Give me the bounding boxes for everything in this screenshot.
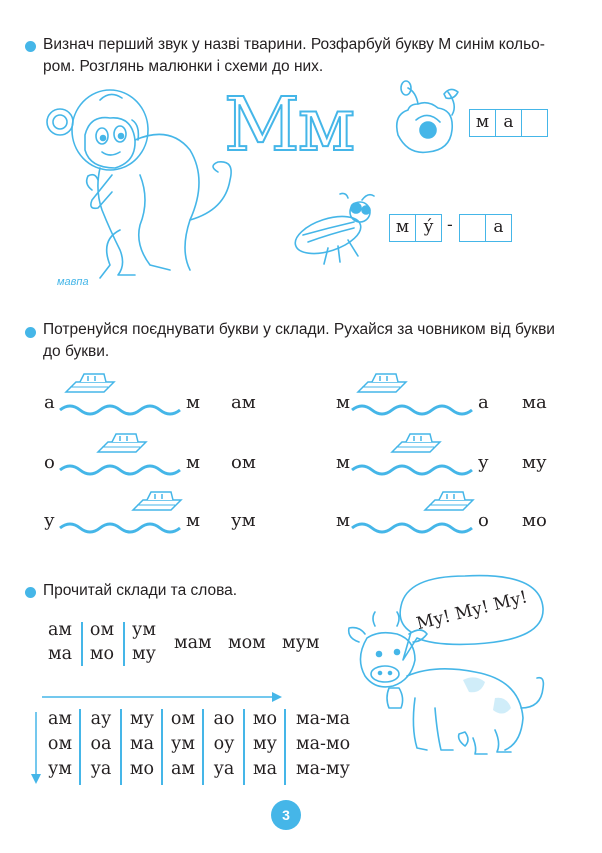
left-row2-path [58, 432, 183, 477]
right-row1-end: а [478, 392, 489, 413]
syllable-top-1: ам [47, 620, 73, 640]
syllables-divider-2 [123, 622, 125, 666]
big-letters-mm: Мм [224, 82, 354, 168]
scheme2-hyphen: - [447, 215, 453, 235]
syllable-bottom-1: ма [47, 644, 73, 664]
right-row3-end: о [478, 510, 489, 531]
syllable-bottom-3: му [132, 644, 156, 664]
instruction-2-line2: до букви. [43, 343, 110, 360]
syllables-grid [40, 620, 170, 668]
table-r2-c3: ма [129, 734, 155, 754]
table-r1-c5: ао [213, 709, 235, 729]
table-r2-c2: оа [90, 734, 112, 754]
left-row3-start: у [44, 510, 55, 531]
right-row2-start: м [336, 452, 351, 473]
right-row3-start: м [336, 510, 351, 531]
syllables-divider-1 [81, 622, 83, 666]
table-r1-c2: ау [90, 709, 112, 729]
left-row1-end: м [186, 392, 201, 413]
scheme2-cell-4: а [485, 214, 512, 242]
left-row2-start: о [44, 452, 55, 473]
right-row1-result: ма [522, 392, 547, 413]
syllable-bottom-2: мо [89, 644, 115, 664]
table-r3-c4: ам [170, 759, 196, 779]
word-mum: мум [282, 633, 320, 653]
left-row1-start: а [44, 392, 55, 413]
table-r1-c6: мо [252, 709, 278, 729]
left-row1-path [58, 372, 183, 417]
right-row3-path [350, 490, 475, 535]
table-r2-c4: ум [171, 734, 195, 754]
word-mom: мом [228, 633, 266, 653]
table-r3-c6: ма [252, 759, 278, 779]
bullet-3 [25, 587, 36, 598]
left-row3-result: ум [231, 510, 256, 531]
syllable-top-3: ум [132, 620, 156, 640]
scheme1-cell-3[interactable] [521, 109, 548, 137]
instruction-1 [43, 34, 563, 78]
table-r1-c7: ма-ма [296, 709, 351, 729]
table-r3-c5: уа [213, 759, 235, 779]
left-row2-result: ом [231, 452, 256, 473]
instruction-1-line2: ром. Розглянь малюнки і схеми до них. [43, 58, 324, 75]
instruction-2-line1: Потренуйся поєднувати букви у склади. Рухайся за човником від букви [43, 321, 555, 338]
monkey-caption: мавпа [57, 276, 89, 288]
bullet-2 [25, 327, 36, 338]
left-row3-path [58, 490, 183, 535]
left-row2-end: м [186, 452, 201, 473]
right-row2-end: у [478, 452, 489, 473]
table-r2-c1: ом [47, 734, 73, 754]
poppy-illustration [388, 80, 470, 160]
table-r2-c7: ма-мо [296, 734, 351, 754]
table-r2-c6: му [253, 734, 277, 754]
horizontal-arrow [40, 690, 285, 704]
instruction-2 [43, 319, 573, 363]
table-r3-c7: ма-му [296, 759, 350, 779]
table-r3-c1: ум [48, 759, 72, 779]
cow-speech-text: Му! Му! Му! [414, 587, 530, 635]
left-row1-result: ам [231, 392, 256, 413]
cow-illustration [345, 568, 555, 768]
bullet-1 [25, 41, 36, 52]
scheme1-cell-1: м [469, 109, 496, 137]
table-r1-c3: му [130, 709, 154, 729]
right-row2-path [350, 432, 475, 477]
table-r1-c1: ам [47, 709, 73, 729]
reading-table [40, 709, 370, 785]
page-number: 3 [271, 800, 301, 830]
scheme2-cell-1: м [389, 214, 416, 242]
right-row1-path [350, 372, 475, 417]
syllable-top-2: ом [89, 620, 115, 640]
table-r2-c5: оу [213, 734, 235, 754]
table-r3-c2: уа [90, 759, 112, 779]
table-r3-c3: мо [129, 759, 155, 779]
scheme2-cell-2: ý [415, 214, 442, 242]
monkey-illustration [40, 80, 250, 290]
instruction-3: Прочитай склади та слова. [43, 582, 238, 599]
left-row3-end: м [186, 510, 201, 531]
scheme2-cell-3[interactable] [459, 214, 486, 242]
right-row3-result: мо [522, 510, 547, 531]
fly-illustration [288, 190, 383, 270]
right-row1-start: м [336, 392, 351, 413]
scheme1-cell-2: а [495, 109, 522, 137]
instruction-1-line1: Визнач перший звук у назві тварини. Розфарбуй букву М синім кольо- [43, 36, 545, 53]
table-r1-c4: ом [170, 709, 196, 729]
right-row2-result: му [522, 452, 547, 473]
word-mam: мам [174, 633, 212, 653]
